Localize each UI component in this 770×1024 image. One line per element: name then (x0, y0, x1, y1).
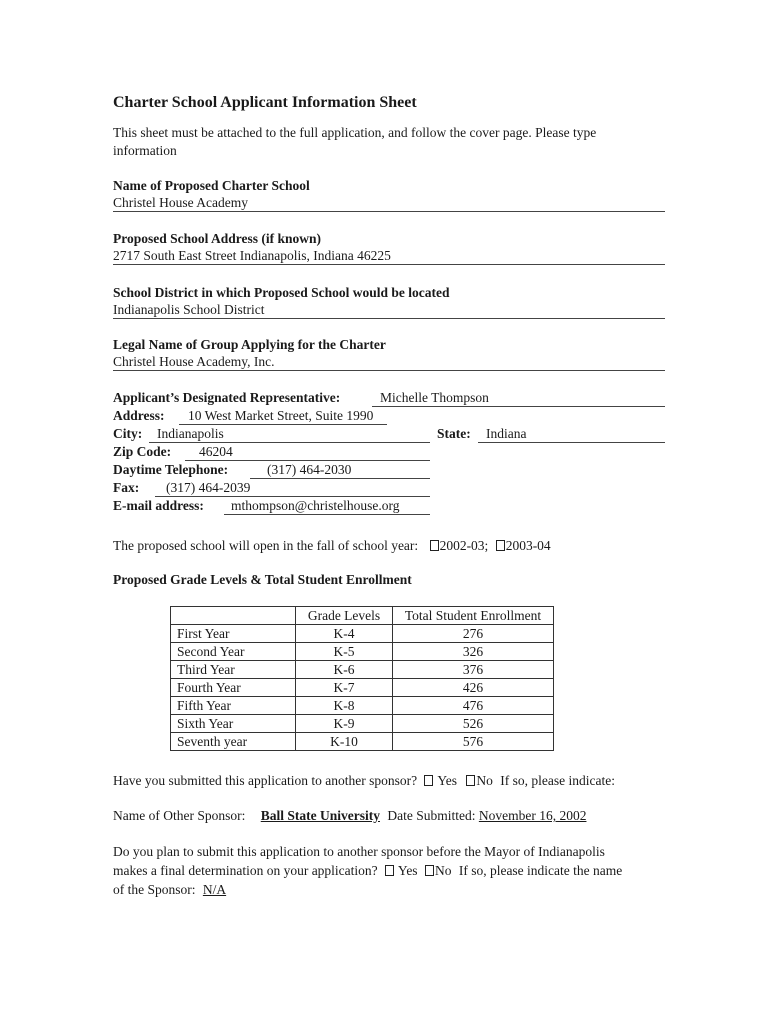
sponsor-no-checkbox[interactable] (466, 775, 475, 786)
grades-cell-grade: K-9 (296, 715, 393, 733)
email-field[interactable]: mthompson@christelhouse.org (231, 498, 400, 513)
grades-table (170, 606, 554, 751)
open-year-2003-label: 2003-04 (505, 538, 551, 553)
other-sponsor-label: Name of Other Sponsor: (113, 808, 246, 823)
intro-text: This sheet must be attached to the full application, and follow the cover page. Please type information (113, 125, 597, 158)
sponsor-name-field[interactable]: N/A (202, 882, 227, 897)
sponsor-question-tail: If so, please indicate: (500, 773, 615, 788)
rep-underline (372, 406, 665, 407)
state-underline (478, 442, 665, 443)
grades-cell-year: First Year (171, 625, 296, 643)
mayor-no-label: No (434, 863, 452, 878)
grades-cell-enroll: 526 (393, 715, 554, 733)
grades-row (171, 679, 554, 697)
grades-cell-enroll: 476 (393, 697, 554, 715)
page-title: Charter School Applicant Information Sheet (113, 94, 417, 111)
grades-header-row (171, 607, 554, 625)
grades-row (171, 697, 554, 715)
grades-cell-grade: K-7 (296, 679, 393, 697)
district-label: School District in which Proposed School would be located (113, 285, 450, 300)
sponsor-question-text: Have you submitted this application to another sponsor? (113, 773, 418, 788)
district-block (113, 284, 665, 319)
grades-row (171, 625, 554, 643)
legal-name-block (113, 336, 665, 371)
grades-heading: Proposed Grade Levels & Total Student Enrollment (113, 572, 412, 587)
open-year-text: The proposed school will open in the fall of school year: (113, 538, 419, 553)
grades-cell-year: Third Year (171, 661, 296, 679)
grades-header-grade: Grade Levels (296, 607, 393, 625)
grades-row (171, 733, 554, 751)
grades-cell-grade: K-8 (296, 697, 393, 715)
other-sponsor-field[interactable]: Ball State University (260, 808, 380, 823)
grades-cell-grade: K-5 (296, 643, 393, 661)
grades-row (171, 715, 554, 733)
fax-label: Fax: (113, 480, 140, 495)
grades-cell-grade: K-10 (296, 733, 393, 751)
grades-cell-year: Fifth Year (171, 697, 296, 715)
grades-cell-year: Fourth Year (171, 679, 296, 697)
rep-address-label: Address: (113, 408, 165, 423)
grades-row (171, 661, 554, 679)
school-name-label: Name of Proposed Charter School (113, 178, 310, 193)
date-submitted-field[interactable]: November 16, 2002 (478, 808, 587, 823)
grades-header-year (171, 607, 296, 625)
email-label: E-mail address: (113, 498, 204, 513)
email-underline (224, 514, 430, 515)
mayor-yes-checkbox[interactable] (385, 865, 394, 876)
grades-header-enroll: Total Student Enrollment (393, 607, 554, 625)
mayor-question-tail: If so, please indicate the name (458, 863, 623, 878)
grades-cell-enroll: 576 (393, 733, 554, 751)
sponsor-name-label: of the Sponsor: (113, 882, 196, 897)
mayor-question-line1: Do you plan to submit this application to another sponsor before the Mayor of Indianapolis (113, 844, 605, 859)
phone-label: Daytime Telephone: (113, 462, 229, 477)
open-year-2002-label: 2002-03; (439, 538, 489, 553)
city-field[interactable]: Indianapolis (157, 426, 224, 441)
address-label: Proposed School Address (if known) (113, 231, 322, 246)
zip-field[interactable]: 46204 (199, 444, 233, 459)
grades-cell-grade: K-4 (296, 625, 393, 643)
school-name-field[interactable]: Christel House Academy (113, 194, 665, 212)
grades-cell-enroll: 326 (393, 643, 554, 661)
city-label: City: (113, 426, 143, 441)
open-year-2002-checkbox[interactable] (430, 540, 439, 551)
grades-row (171, 643, 554, 661)
zip-label: Zip Code: (113, 444, 172, 459)
school-name-block (113, 177, 665, 212)
address-field[interactable]: 2717 South East Street Indianapolis, Indiana 46225 (113, 247, 665, 265)
grades-cell-grade: K-6 (296, 661, 393, 679)
mayor-question-line2 (113, 862, 622, 879)
grades-cell-year: Seventh year (171, 733, 296, 751)
district-field[interactable]: Indianapolis School District (113, 301, 665, 319)
date-submitted-label: Date Submitted: (387, 808, 476, 823)
mayor-question-text: makes a final determination on your application? (113, 863, 378, 878)
rep-address-field[interactable]: 10 West Market Street, Suite 1990 (188, 408, 374, 423)
address-block (113, 230, 665, 265)
grades-cell-enroll: 276 (393, 625, 554, 643)
city-underline (149, 442, 430, 443)
open-year-2003-checkbox[interactable] (496, 540, 505, 551)
grades-cell-year: Sixth Year (171, 715, 296, 733)
mayor-yes-label: Yes (397, 863, 418, 878)
fax-field[interactable]: (317) 464-2039 (166, 480, 251, 495)
legal-name-field[interactable]: Christel House Academy, Inc. (113, 353, 665, 371)
sponsor-no-label: No (476, 773, 493, 788)
rep-label: Applicant’s Designated Representative: (113, 390, 341, 405)
state-label: State: (437, 426, 471, 441)
open-year-row (113, 537, 551, 554)
mayor-question-line3 (113, 881, 226, 898)
grades-cell-year: Second Year (171, 643, 296, 661)
grades-cell-enroll: 376 (393, 661, 554, 679)
phone-underline (250, 478, 430, 479)
grades-cell-enroll: 426 (393, 679, 554, 697)
sponsor-yes-label: Yes (437, 773, 457, 788)
legal-name-label: Legal Name of Group Applying for the Charter (113, 337, 386, 352)
other-sponsor-row (113, 807, 586, 824)
rep-field[interactable]: Michelle Thompson (380, 390, 489, 405)
mayor-no-checkbox[interactable] (425, 865, 434, 876)
sponsor-yes-checkbox[interactable] (424, 775, 433, 786)
phone-field[interactable]: (317) 464-2030 (267, 462, 352, 477)
state-field[interactable]: Indiana (486, 426, 527, 441)
sponsor-question-row (113, 772, 615, 789)
